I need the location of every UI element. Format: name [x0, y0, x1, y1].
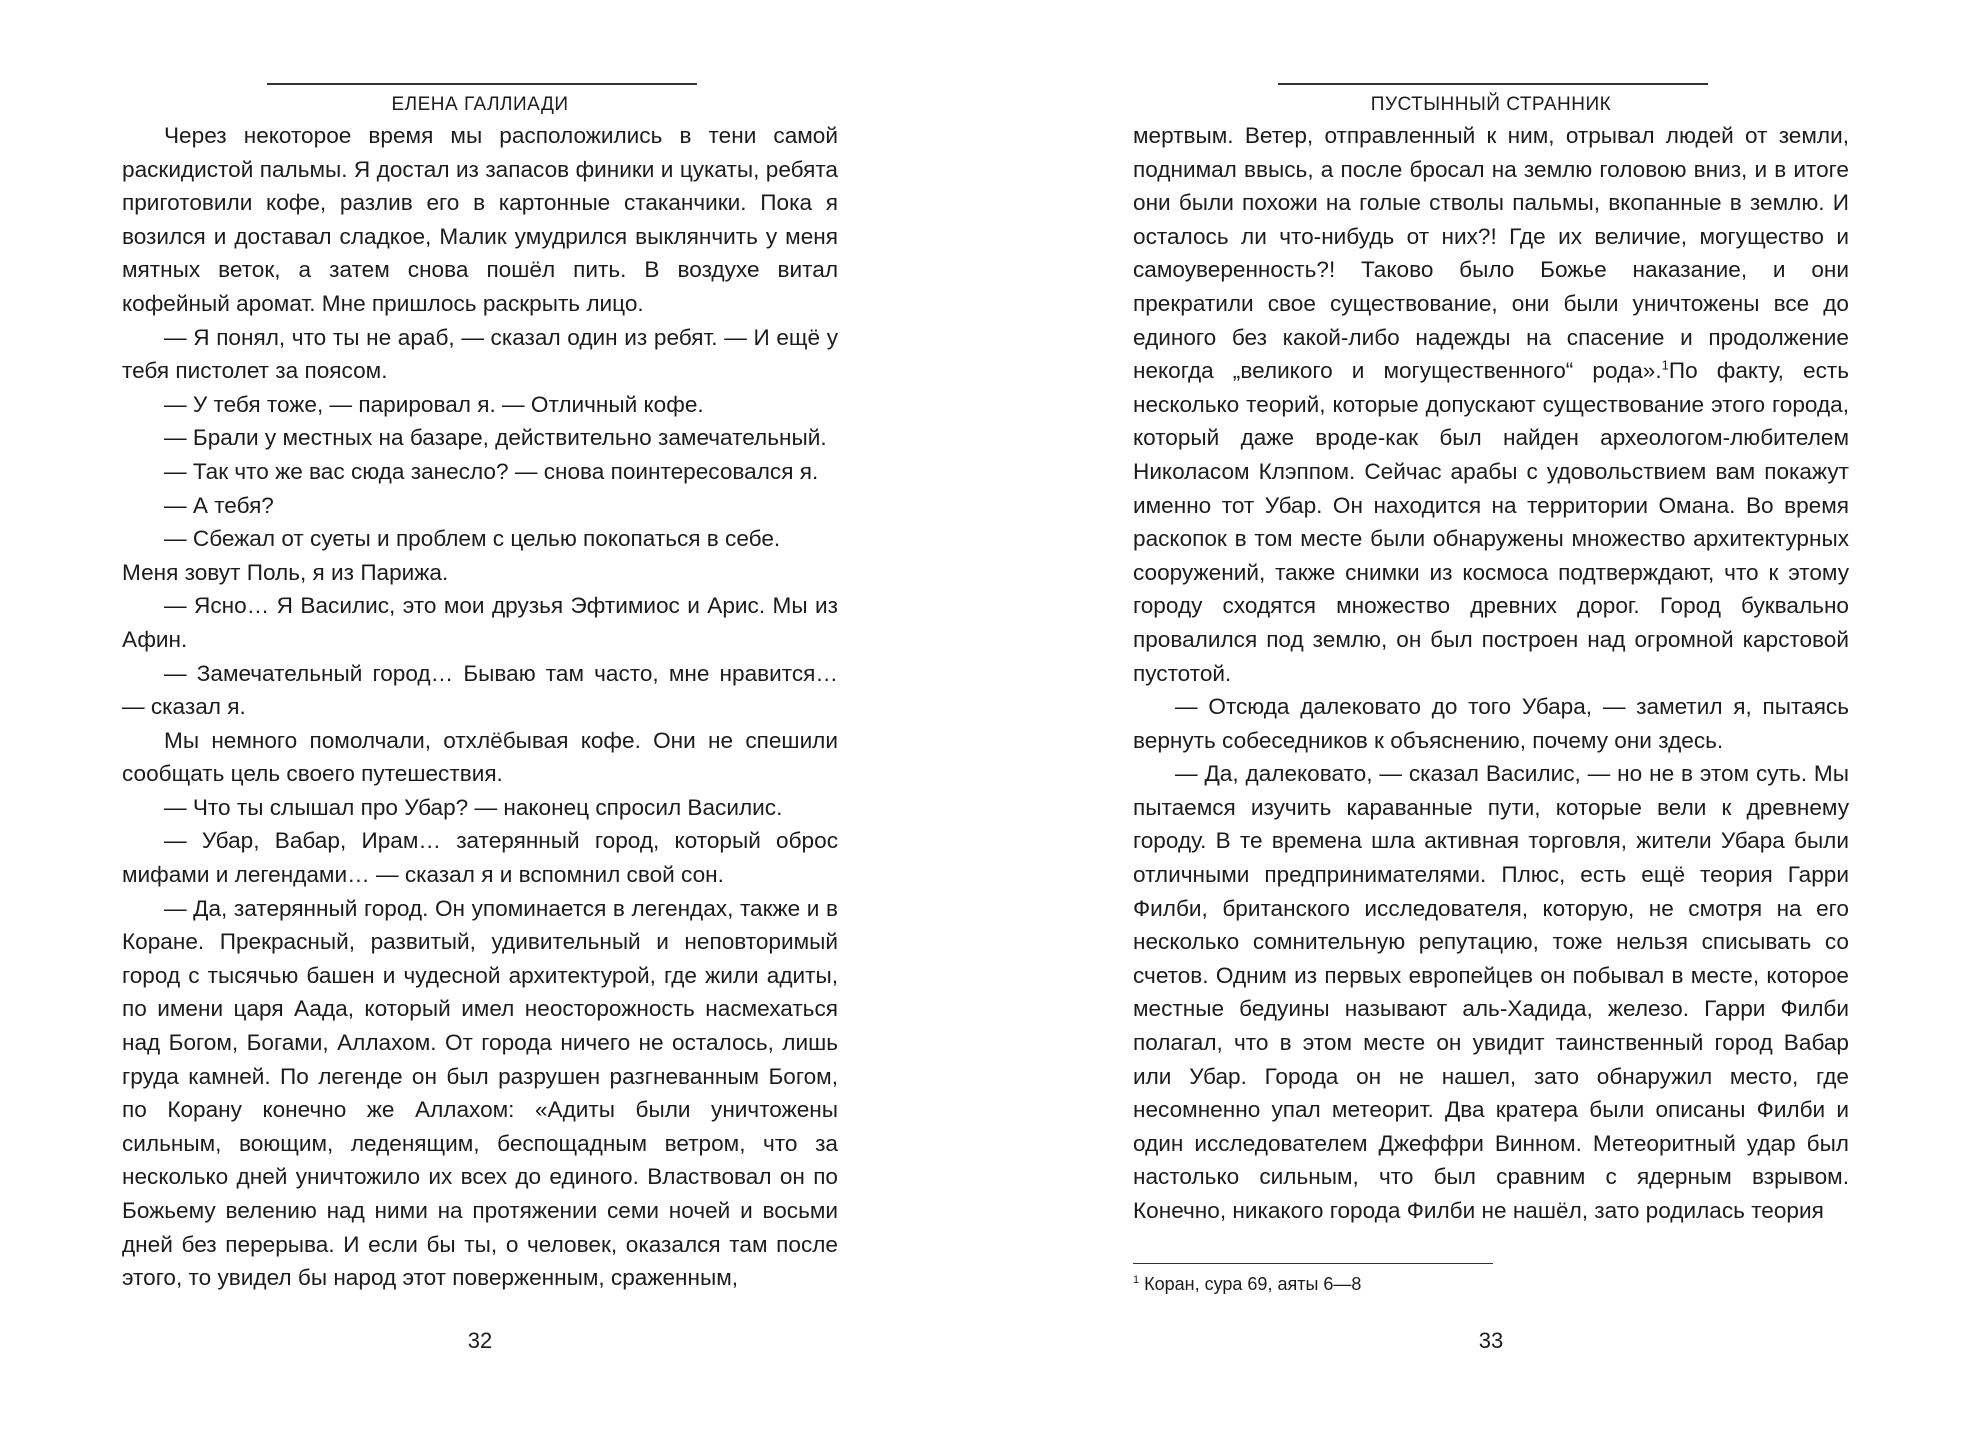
body-text: [1133, 119, 1849, 1228]
header-rule: [1278, 83, 1708, 85]
page-number: 33: [1478, 1328, 1504, 1353]
paragraph: — Брали у местных на базаре, действительно замечательный.: [164, 425, 827, 451]
header-rule: [267, 83, 697, 85]
running-head: ЕЛЕНА ГАЛЛИАДИ: [391, 94, 569, 115]
page-number: 32: [467, 1328, 493, 1353]
body-text: [122, 119, 838, 1295]
paragraph: [1133, 119, 1849, 690]
right-page: [1133, 0, 1849, 1433]
left-page: [122, 0, 838, 1433]
paragraph: — Убар, Вабар, Ирам… затерянный город, который оброс мифами и легендами… — сказал я и вспомнил свой сон.: [122, 828, 838, 888]
paragraph: — У тебя тоже, — парировал я. — Отличный кофе.: [164, 391, 704, 417]
footnote: [1133, 1272, 1849, 1296]
paragraph: Через некоторое время мы расположились в тени самой раскидистой пальмы. Я достал из запасов финики и цукаты, ребята приготовили кофе, разлив его в картонные стаканчики. Пока я возился и доставал сладкое, Малик умудрился выклянчить у меня мятных веток, а затем снова пошёл пить. В воздухе витал кофейный аромат. Мне пришлось раскрыть лицо.: [122, 123, 838, 316]
paragraph: — Да, затерянный город. Он упоминается в легендах, также и в Коране. Прекрасный, развитый, удивительный и неповторимый город с тысячью башен и чудесной архитектурой, где жили адиты, по имени царя Аада, который имел неосторожность насмехаться над Богом, Богами, Аллахом. От города ничего не осталось, лишь груда камней. По легенде он был разрушен разгневанным Богом, по Корану конечно же Аллахом: «Адиты были уничтожены сильным, воющим, леденящим, беспощадным ветром, что за несколько дней уничтожило их всех до единого. Властвовал он по Божьему велению над ними на протяжении семи ночей и восьми дней без перерыва. И если бы ты, о человек, оказался там после этого, то увидел бы народ этот поверженным, сраженным,: [122, 895, 838, 1291]
running-head: ПУСТЫННЫЙ СТРАННИК: [1370, 94, 1612, 115]
footnote-reference: 1: [1661, 357, 1669, 373]
paragraph: — Что ты слышал про Убар? — наконец спросил Василис.: [164, 794, 783, 820]
paragraph: Мы немного помолчали, отхлёбывая кофе. Они не спешили сообщать цель своего путешествия.: [122, 727, 838, 787]
paragraph: — Да, далековато, — сказал Василис, — но не в этом суть. Мы пытаемся изучить караванные пути, которые вели к древнему городу. В те времена шла активная торговля, жители Убара были отличными предпринимателями. Плюс, есть ещё теория Гарри Филби, британского исследователя, которую, не смотря на его несколько сомнительную репутацию, тоже нельзя списывать со счетов. Одним из первых европейцев он побывал в месте, которое местные бедуины называют аль-Хадида, железо. Гарри Филби полагал, что в этом месте он увидит таинственный город Вабар или Убар. Города он не нашел, зато обнаружил место, где несомненно упал метеорит. Два кратера были описаны Филби и один исследователем Джеффри Винном. Метеоритный удар был настолько сильным, что был сравним с ядерным взрывом. Конечно, никакого города Филби не нашёл, зато родилась теория: [1133, 761, 1849, 1223]
footnote-marker: 1: [1133, 1274, 1140, 1286]
paragraph: — Сбежал от суеты и проблем с целью покопаться в себе.: [164, 526, 781, 552]
footnote-rule: [1133, 1263, 1493, 1264]
paragraph: — Ясно… Я Василис, это мои друзья Эфтимиос и Арис. Мы из Афин.: [122, 593, 838, 652]
paragraph: — А тебя?: [164, 492, 274, 518]
paragraph-text: По факту, есть несколько теорий, которые допускают существование этого города, который даже вроде-как был найден археологом-любителем Николасом Клэппом. Сейчас арабы с удовольствием вам покажут именно тот Убар. Он находится на территории Омана. Во время раскопок в том месте были обнаружены множество архитектурных сооружений, также снимки из космоса подтверждают, что к этому городу сходятся множество древних дорог. Город буквально провалился под землю, он был построен над огромной карстовой пустотой.: [1133, 358, 1849, 686]
footnote-text: Коран, сура 69, аяты 6—8: [1144, 1274, 1362, 1294]
paragraph: Меня зовут Поль, я из Парижа.: [122, 559, 449, 585]
paragraph: — Я понял, что ты не араб, — сказал один из ребят. — И ещё у тебя пистолет за поясом.: [122, 324, 838, 384]
paragraph: — Так что же вас сюда занесло? — снова поинтересовался я.: [164, 458, 819, 484]
paragraph: — Замечательный город… Бываю там часто, мне нравится… — сказал я.: [122, 660, 838, 720]
paragraph: — Отсюда далековато до того Убара, — заметил я, пытаясь вернуть собеседников к объяснению, почему они здесь.: [1133, 694, 1849, 753]
paragraph-text: мертвым. Ветер, отправленный к ним, отрывал людей от земли, поднимал ввысь, а после бросал на землю головою вниз, и в итоге они были похожи на голые стволы пальмы, вкопанные в землю. И осталось ли что-нибудь от них?! Где их величие, могущество и самоуверенность?! Таково было Божье наказание, и они прекратили свое существование, они были уничтожены все до единого без какой-либо надежды на спасение и продолжение некогда „великого и могущественного“ рода».: [1133, 123, 1849, 384]
